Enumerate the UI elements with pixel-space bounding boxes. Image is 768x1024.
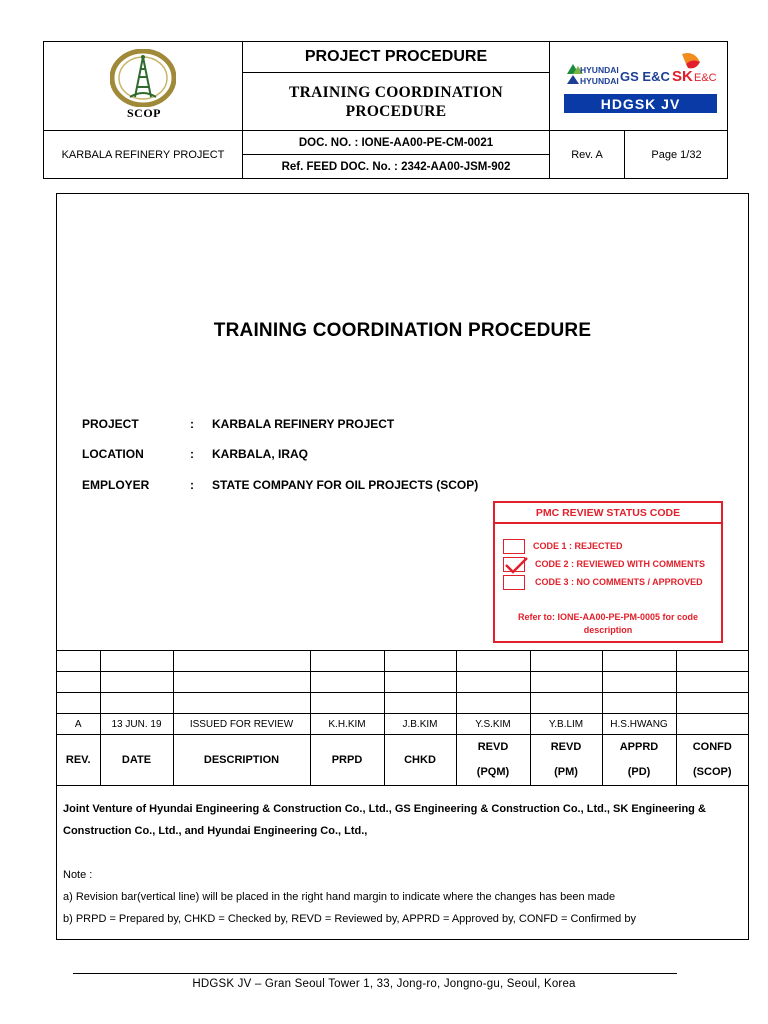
table-cell: 13 JUN. 19 — [100, 714, 173, 735]
header-line2: (PQM) — [476, 766, 510, 778]
table-cell — [676, 693, 748, 714]
hyundai-1-text: HYUNDAI — [580, 65, 619, 75]
table-header-cell — [173, 735, 310, 786]
table-row — [57, 693, 748, 714]
table-cell — [384, 651, 456, 672]
jv-statement-line1: Joint Venture of Hyundai Engineering & Construction Co., Ltd., GS Engineering & Construction Co., Ltd., SK Engineering & — [63, 803, 706, 815]
info-colon: : — [190, 447, 194, 461]
notes-section — [63, 864, 747, 930]
header-line1: PRPD — [331, 753, 363, 766]
header-line2: (SCOP) — [693, 766, 732, 778]
header-line1: REV. — [65, 753, 91, 766]
table-cell — [310, 672, 384, 693]
stamp-reference-note — [499, 611, 717, 637]
stamp-note-line2: description — [583, 625, 633, 635]
table-cell — [100, 693, 173, 714]
table-row — [57, 651, 748, 672]
info-key: PROJECT — [82, 417, 139, 431]
table-header-cell — [100, 735, 173, 786]
code3-checkbox — [503, 575, 525, 590]
header-line1: CONFD — [692, 741, 732, 753]
table-header-cell — [456, 735, 530, 786]
info-key: LOCATION — [82, 447, 144, 461]
sk-ec-text: E&C — [694, 72, 717, 84]
info-value: STATE COMPANY FOR OIL PROJECTS (SCOP) — [212, 478, 479, 492]
table-header-cell — [57, 735, 100, 786]
table-cell: A — [57, 714, 100, 735]
info-value: KARBALA, IRAQ — [212, 447, 308, 461]
table-row — [57, 714, 748, 735]
table-cell: J.B.KIM — [384, 714, 456, 735]
note-label: Note : — [63, 869, 93, 881]
table-cell — [384, 693, 456, 714]
jv-logo-cell — [550, 42, 728, 131]
header-line1: DATE — [121, 753, 152, 766]
note-b: b) PRPD = Prepared by, CHKD = Checked by, REVD = Reviewed by, APPRD = Approved by, CONFD = Confirmed by — [63, 913, 636, 925]
table-cell — [530, 693, 602, 714]
table-cell — [530, 672, 602, 693]
table-cell — [456, 651, 530, 672]
table-cell — [602, 651, 676, 672]
table-header-cell — [530, 735, 602, 786]
table-cell — [456, 672, 530, 693]
code1-label: CODE 1 : REJECTED — [533, 541, 623, 551]
table-cell — [57, 693, 100, 714]
table-cell: K.H.KIM — [310, 714, 384, 735]
info-key: EMPLOYER — [82, 478, 150, 492]
header-line1: DESCRIPTION — [203, 753, 280, 766]
table-cell — [173, 651, 310, 672]
header-line1: REVD — [477, 741, 509, 753]
page-number: Page 1/32 — [651, 149, 702, 161]
table-cell: H.S.HWANG — [602, 714, 676, 735]
hdgsk-jv-banner: HDGSK JV — [564, 94, 717, 113]
table-cell — [310, 693, 384, 714]
table-cell — [676, 672, 748, 693]
hdgsk-jv-logo-icon — [564, 48, 718, 98]
table-cell — [530, 651, 602, 672]
table-cell — [57, 672, 100, 693]
procedure-title-line1: TRAINING COORDINATION — [289, 83, 503, 101]
table-cell: ISSUED FOR REVIEW — [173, 714, 310, 735]
gs-ec-text: GS E&C — [620, 69, 670, 84]
info-value: KARBALA REFINERY PROJECT — [212, 417, 395, 431]
project-procedure-title: PROJECT PROCEDURE — [243, 42, 550, 73]
table-cell — [602, 672, 676, 693]
ref-feed-doc-number: Ref. FEED DOC. No. : 2342-AA00-JSM-902 — [243, 155, 550, 179]
cover-page-frame — [56, 193, 749, 940]
footer-divider — [73, 973, 677, 974]
scop-label: SCOP — [126, 106, 161, 120]
footer-address: HDGSK JV – Gran Seoul Tower 1, 33, Jong-ro, Jongno-gu, Seoul, Korea — [192, 978, 576, 990]
checkmark-icon — [503, 557, 529, 575]
stamp-title: PMC REVIEW STATUS CODE — [495, 503, 721, 524]
header-line1: REVD — [550, 741, 582, 753]
table-header-cell — [384, 735, 456, 786]
table-cell: Y.B.LIM — [530, 714, 602, 735]
revision-table — [57, 650, 748, 786]
note-a: a) Revision bar(vertical line) will be placed in the right hand margin to indicate where the changes has been made — [63, 891, 616, 903]
table-header-cell — [602, 735, 676, 786]
header-line1: CHKD — [404, 753, 436, 766]
jv-statement-line2: Construction Co., Ltd., and Hyundai Engineering Co., Ltd., — [63, 825, 368, 837]
stamp-note-line1: Refer to: IONE-AA00-PE-PM-0005 for code — [517, 612, 699, 622]
table-cell: Y.S.KIM — [456, 714, 530, 735]
table-header-row — [57, 735, 748, 786]
table-cell — [676, 651, 748, 672]
table-header-cell — [310, 735, 384, 786]
info-colon: : — [190, 417, 194, 431]
header-line2: (PD) — [627, 766, 651, 778]
table-cell — [173, 693, 310, 714]
sk-text: SK — [672, 68, 693, 85]
code1-checkbox — [503, 539, 525, 554]
pmc-review-stamp — [493, 501, 723, 643]
joint-venture-statement — [63, 798, 747, 842]
doc-number: DOC. NO. : IONE-AA00-PE-CM-0021 — [243, 131, 550, 155]
hyundai-2-text: HYUNDAI — [580, 76, 619, 86]
document-title: TRAINING COORDINATION PROCEDURE — [213, 320, 592, 341]
table-cell — [100, 651, 173, 672]
table-cell — [57, 651, 100, 672]
code2-label: CODE 2 : REVIEWED WITH COMMENTS — [535, 559, 706, 569]
table-cell — [602, 693, 676, 714]
table-cell — [456, 693, 530, 714]
table-cell — [173, 672, 310, 693]
scop-logo-cell — [44, 42, 243, 131]
header-line2: (PM) — [554, 766, 578, 778]
table-cell — [676, 714, 748, 735]
header-line1: APPRD — [619, 741, 659, 753]
info-colon: : — [190, 478, 194, 492]
table-header-cell — [676, 735, 748, 786]
procedure-title-line2: PROCEDURE — [345, 102, 447, 120]
table-cell — [100, 672, 173, 693]
code3-label: CODE 3 : NO COMMENTS / APPROVED — [535, 577, 703, 587]
project-name-cell: KARBALA REFINERY PROJECT — [44, 131, 243, 179]
table-cell — [384, 672, 456, 693]
scop-logo-icon — [110, 49, 176, 107]
document-header — [43, 41, 728, 179]
procedure-title — [243, 73, 550, 131]
table-row — [57, 672, 748, 693]
revision-label: Rev. A — [550, 131, 625, 179]
table-cell — [310, 651, 384, 672]
